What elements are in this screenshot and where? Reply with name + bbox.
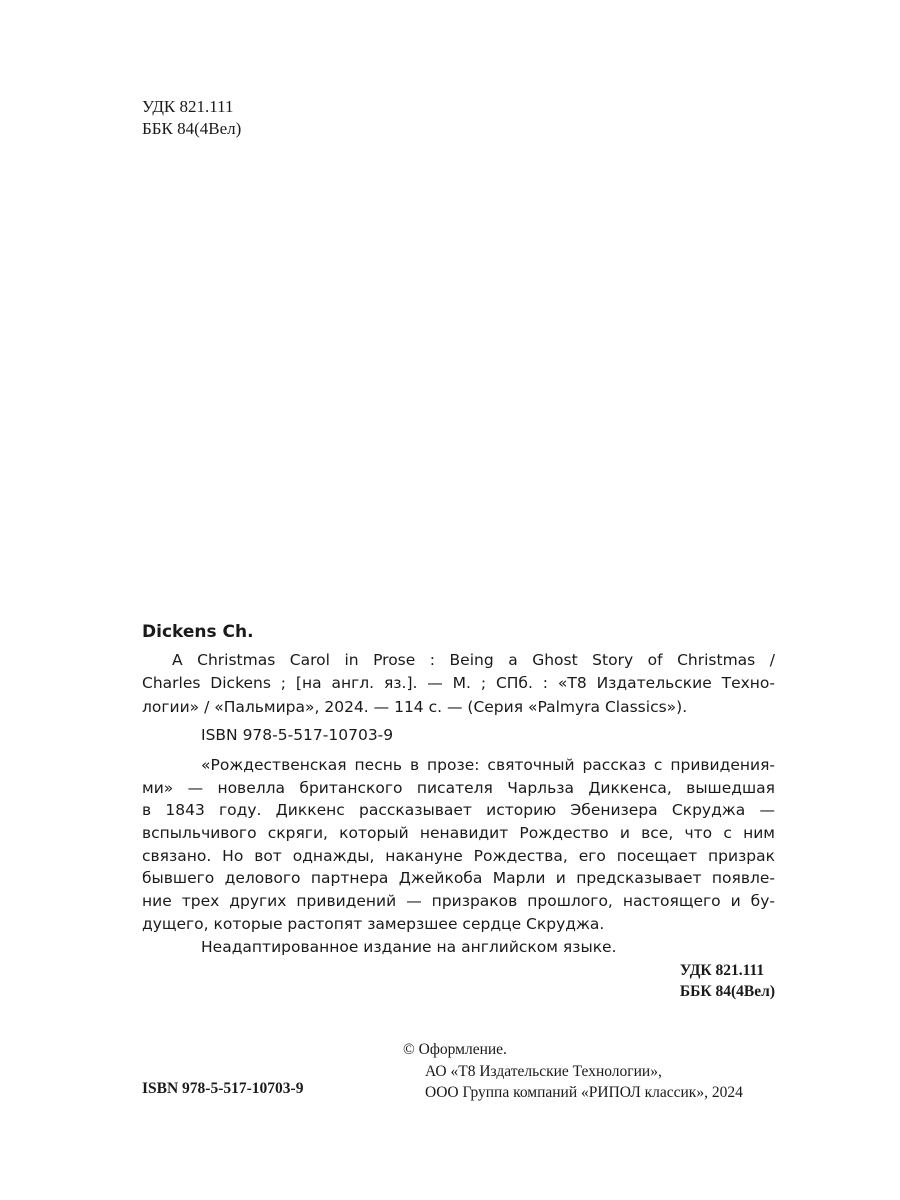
annotation-line: ние трех других привидений — призраков прошлого, настоящего и бу- — [142, 892, 775, 911]
annotation-line: бывшего делового партнера Джейкоба Марли и предсказывает появле- — [142, 869, 775, 888]
copyright-line: © Оформление. — [403, 1041, 507, 1058]
isbn-bottom: ISBN 978-5-517-10703-9 — [142, 1080, 304, 1097]
classification-codes-top — [142, 96, 241, 140]
description-line: Charles Dickens ; [на англ. яз.]. — М. ; СПб. : «Т8 Издательские Техно- — [142, 674, 775, 693]
udk-code: УДК 821.111 — [679, 962, 765, 979]
author-heading: Dickens Ch. — [142, 622, 254, 642]
edition-note: Неадаптированное издание на английском языке. — [201, 937, 617, 956]
bibliographic-record — [142, 621, 775, 959]
copyright-block — [403, 1039, 743, 1104]
annotation-line: вспыльчивого скряги, который ненавидит Рождество и все, что с ним — [142, 824, 775, 842]
bbk-code: ББК 84(4Вел) — [142, 119, 242, 138]
annotation — [142, 754, 775, 936]
annotation-line: связано. Но вот однажды, накануне Рождества, его посещает призрак — [142, 846, 775, 865]
description-line: логии» / «Пальмира», 2024. — 114 с. — (Серия «Palmyra Classics»). — [142, 697, 688, 716]
annotation-line: ми» — новелла британского писателя Чарльза Диккенса, вышедшая — [142, 778, 775, 797]
annotation-line: «Рождественская песнь в прозе: святочный рассказ с привидения- — [201, 755, 775, 774]
annotation-line: дущего, которые растопят замерзшее сердце Скруджа. — [142, 914, 605, 933]
udk-code: УДК 821.111 — [142, 97, 234, 116]
bbk-code: ББК 84(4Вел) — [679, 983, 775, 1000]
description-line: A Christmas Carol in Prose : Being a Ghost Story of Christmas / — [172, 651, 775, 669]
copyright-line: АО «Т8 Издательские Технологии», — [425, 1062, 662, 1080]
isbn-entry: ISBN 978-5-517-10703-9 — [201, 725, 394, 744]
bibliographic-description — [142, 649, 775, 719]
annotation-line: в 1843 году. Диккенс рассказывает историю Эбенизера Скруджа — — [142, 801, 775, 820]
copyright-line: ООО Группа компаний «РИПОЛ классик», 2024 — [425, 1084, 743, 1101]
classification-codes-right — [680, 960, 775, 1002]
